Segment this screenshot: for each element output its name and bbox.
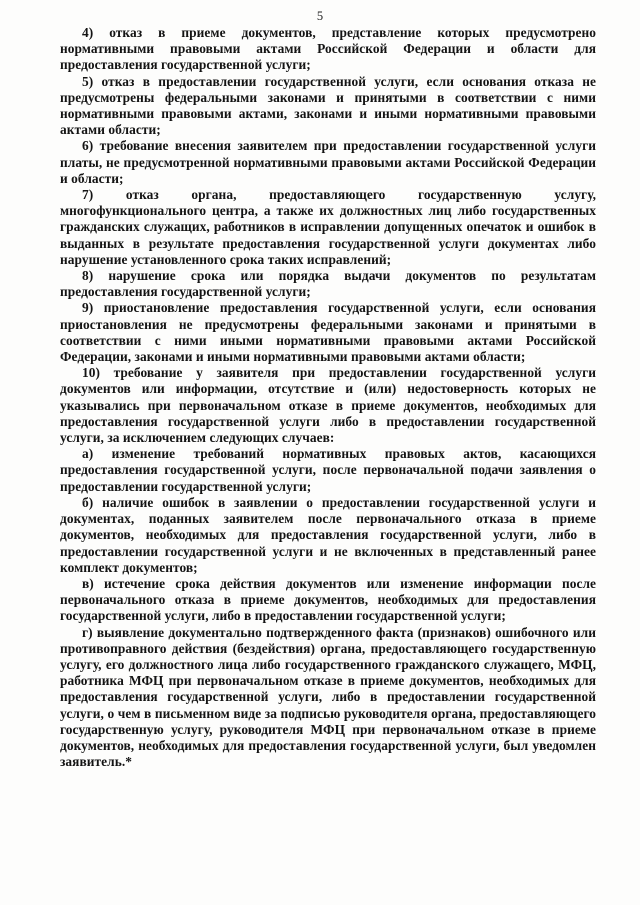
paragraph-item-5: 5) отказ в предоставлении государственной услуги, если основания отказа не предусмотрены федеральными законами и принятыми в соответствии с ними нормативными правовыми актами, законами и иными нормативными правовыми актами области; bbox=[60, 73, 596, 138]
paragraph-item-10: 10) требование у заявителя при предоставлении государственной услуги документов или информации, отсутствие и (или) недостоверность которых не указывались при первоначальном отказе в приеме документов, необходимых для предоставления государственной услуги либо в предоставлении государственной услуги, за исключением следующих случаев: bbox=[60, 365, 596, 446]
paragraph-item-7: 7) отказ органа, предоставляющего государственную услугу, многофункционального центра, а также их должностных лиц либо государственных гражданских служащих, работников в исправлении допущенных опечаток и ошибок в выданных в результате предоставления государственной услуги документах либо нарушение установленного срока таких исправлений; bbox=[60, 187, 596, 267]
paragraph-subitem-v: в) истечение срока действия документов или изменение информации после первоначального отказа в приеме документов, необходимых для предоставления государственной услуги, либо в предоставлении государственной услуги; bbox=[60, 575, 596, 624]
page-number: 5 bbox=[316, 9, 324, 23]
paragraph-item-9: 9) приостановление предоставления государственной услуги, если основания приостановления не предусмотрены федеральными законами и принятыми в соответствии с ними иными нормативными правовыми актами Российской Федерации, законами и иными нормативными правовыми актами области; bbox=[60, 300, 596, 365]
paragraph-subitem-a: а) изменение требований нормативных правовых актов, касающихся предоставления государственной услуги, после первоначальной подачи заявления о предоставлении государственной услуги; bbox=[60, 446, 596, 494]
paragraph-item-8: 8) нарушение срока или порядка выдачи документов по результатам предоставления государственной услуги; bbox=[60, 268, 596, 300]
paragraph-subitem-g: г) выявление документально подтвержденного факта (признаков) ошибочного или противоправного действия (бездействия) органа, предоставляющего государственную услугу, его должностного лица либо государственного гражданского служащего, МФЦ, работника МФЦ при первоначальном отказе в приеме документов, необходимых для предоставления государственной услуги, либо в предоставлении государственной услуги, о чем в письменном виде за подписью руководителя органа, предоставляющего государственную услугу, руководителя МФЦ при первоначальном отказе в приеме документов, необходимых для предоставления государственной услуги, был уведомлен заявитель.* bbox=[60, 624, 596, 770]
paragraph-item-6: 6) требование внесения заявителем при предоставлении государственной услуги платы, не предусмотренной нормативными правовыми актами Российской Федерации и области; bbox=[60, 138, 596, 186]
paragraph-subitem-b: б) наличие ошибок в заявлении о предоставлении государственной услуги и документах, поданных заявителем после первоначального отказа в приеме документов, необходимых для предоставления государственной услуги, либо в предоставлении государственной услуги и не включенных в представленный ранее комплект документов; bbox=[60, 494, 596, 575]
document-body bbox=[60, 25, 596, 770]
paragraph-item-4: 4) отказ в приеме документов, представление которых предусмотрено нормативными правовыми актами Российской Федерации и области для предоставления государственной услуги; bbox=[60, 25, 596, 73]
